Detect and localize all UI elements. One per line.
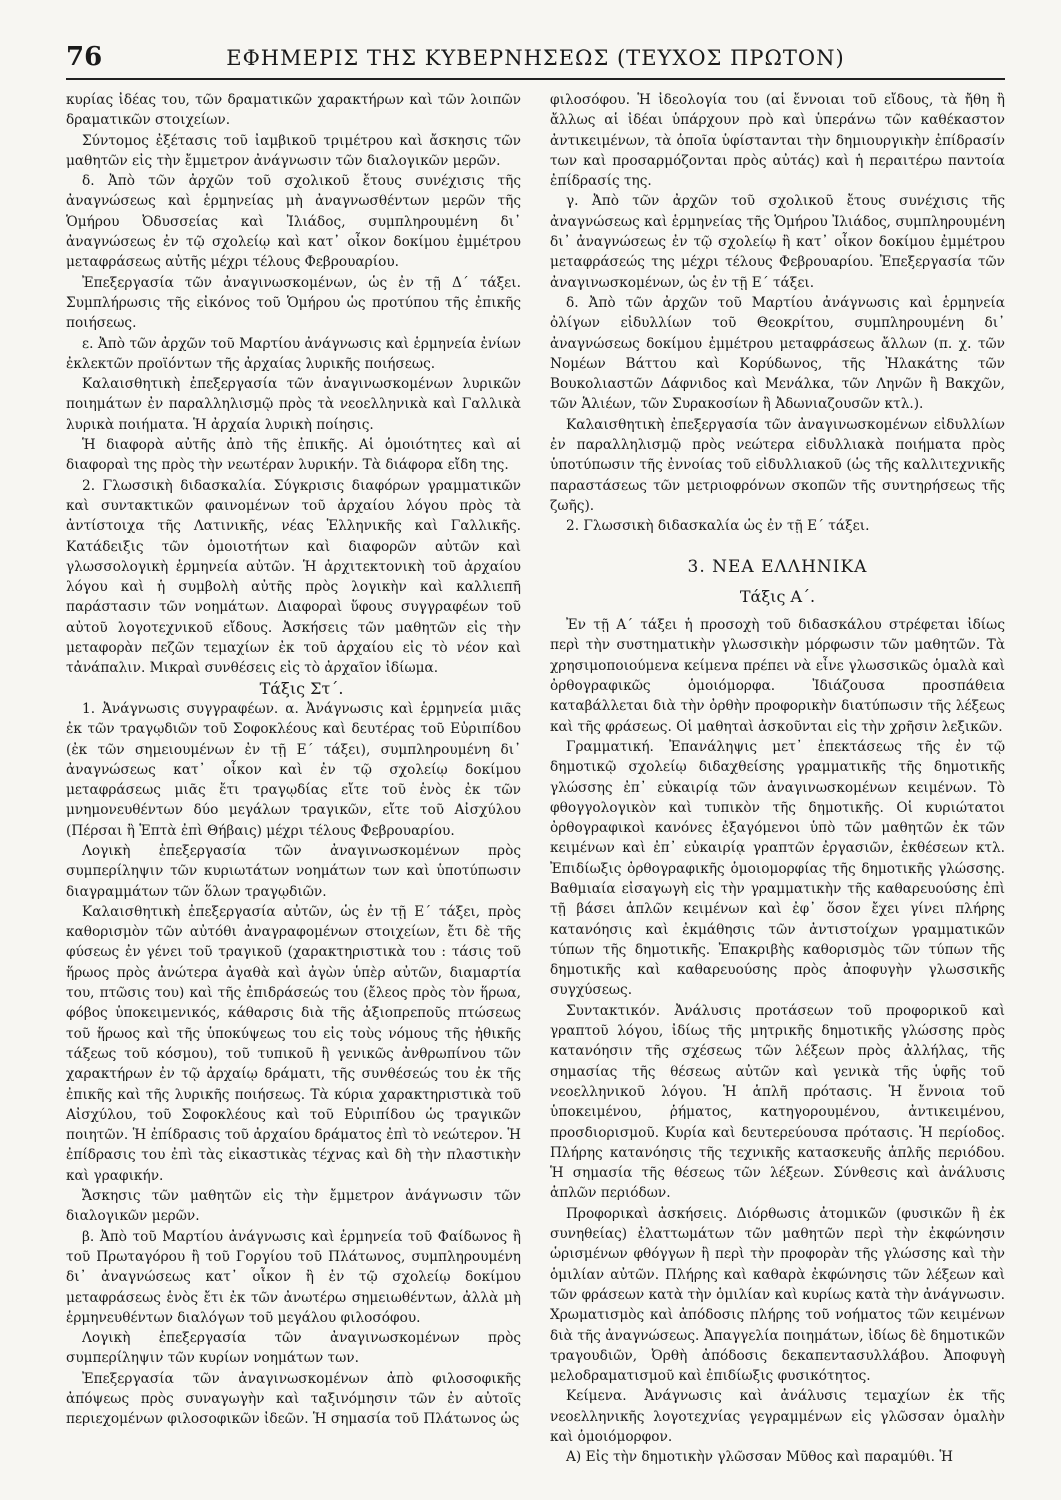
- paragraph: ε. Ἀπὸ τῶν ἀρχῶν τοῦ Μαρτίου ἀνάγνωσις καὶ ἑρμηνεία ἐνίων ἐκλεκτῶν προϊόντων τῆς ἀρχαίας λυρικῆς ποιήσεως.: [66, 335, 521, 372]
- paragraph: Προφορικαὶ ἀσκήσεις. Διόρθωσις ἀτομικῶν (φυσικῶν ἢ ἐκ συνηθείας) ἐλαττωμάτων τῶν μαθητῶν περὶ τὴν ἐκφώνησιν ὡρισμένων φθόγγων ἢ περὶ τὴν προφορὰν τῆς γλώσσης καὶ τὴν ὁμιλίαν αὐτῶν. Πλήρης καὶ καθαρὰ ἐκφώνησις τῶν λέξεων καὶ τῶν φράσεων κατὰ τὴν ὁμιλίαν καὶ κυρίως κατὰ τὴν ἀνάγνωσιν. Χρωματισμὸς καὶ ἀπόδοσις πλήρης τοῦ νοήματος τῶν κειμένων διὰ τῆς ἀναγνώσεως. Ἀπαγγελία ποιημάτων, ἰδίως δὲ δημοτικῶν τραγουδιῶν, Ὀρθὴ ἀπόδοσις δεκαπεντασυλλάβου. Ἀποφυγὴ μελοδραματισμοῦ καὶ ἐπιδίωξις φυσικότητος.: [550, 1205, 1005, 1385]
- right-column: [550, 90, 1005, 1468]
- running-title: ΕΦΗΜΕΡΙΣ ΤΗΣ ΚΥΒΕΡΝΗΣΕΩΣ (ΤΕΥΧΟΣ ΠΡΩΤΟΝ): [226, 46, 845, 70]
- paragraph: 1. Ἀνάγνωσις συγγραφέων. α. Ἀνάγνωσις καὶ ἑρμηνεία μιᾶς ἐκ τῶν τραγῳδιῶν τοῦ Σοφοκλέους καὶ δευτέρας τοῦ Εὐριπίδου (ἐκ τῶν σημειουμένων ἐν τῇ Ε´ τάξει), συμπληρουμένη δι᾽ ἀναγνώσεως κατ᾽ οἶκον καὶ ἐν τῷ σχολείῳ δοκίμου μεταφράσεως μιᾶς ἔτι τραγῳδίας εἴτε τοῦ ἑνὸς ἐκ τῶν μνημονευθέντων δύο μεγάλων τραγικῶν, εἴτε τοῦ Αἰσχύλου (Πέρσαι ἢ Ἑπτὰ ἐπὶ Θήβαις) μέχρι τέλους Φεβρουαρίου.: [66, 700, 521, 839]
- paragraph: Ἐν τῇ Α´ τάξει ἡ προσοχὴ τοῦ διδασκάλου στρέφεται ἰδίως περὶ τὴν συστηματικὴν γλωσσικὴν μόρφωσιν τῶν μαθητῶν. Τὰ χρησιμοποιούμενα κείμενα πρέπει νὰ εἶνε γλωσσικῶς ὁμαλὰ καὶ ὀρθογραφικῶς ὁμοιόμορφα. Ἰδιάζουσα προσπάθεια καταβάλλεται διὰ τὴν ὀρθὴν προφορικὴν διατύπωσιν τῆς λέξεως καὶ τῆς φράσεως. Οἱ μαθηταὶ ἀσκοῦνται εἰς τὴν χρῆσιν λεξικῶν.: [550, 617, 1005, 735]
- paragraph: Κείμενα. Ἀνάγνωσις καὶ ἀνάλυσις τεμαχίων ἐκ τῆς νεοελληνικῆς λογοτεχνίας γεγραμμένων εἰς γλῶσσαν ὁμαλὴν καὶ ὁμοιόμορφον.: [550, 1388, 1005, 1445]
- class-heading: Τάξις Στ´.: [259, 678, 344, 698]
- paragraph: Ἡ διαφορὰ αὐτῆς ἀπὸ τῆς ἐπικῆς. Αἱ ὁμοιότητες καὶ αἱ διαφοραὶ της πρὸς τὴν νεωτέραν λυρικήν. Τὰ διάφορα εἴδη της.: [66, 437, 521, 474]
- paragraph: Γραμματική. Ἐπανάληψις μετ᾽ ἐπεκτάσεως τῆς ἐν τῷ δημοτικῷ σχολείῳ διδαχθείσης γραμματικῆς τῆς δημοτικῆς γλώσσης ἐπ᾽ εὐκαιρίᾳ τῶν ἀναγινωσκομένων κειμένων. Τὸ φθογγολογικὸν καὶ τυπικὸν τῆς δημοτικῆς. Οἱ κυριώτατοι ὀρθογραφικοὶ κανόνες ἐξαγόμενοι ὑπὸ τῶν μαθητῶν ἐκ τῶν κειμένων καὶ ἐπ᾽ εὐκαιρίᾳ γραπτῶν ἐργασιῶν, ἐκθέσεων κτλ. Ἐπιδίωξις ὀρθογραφικῆς ὁμοιομορφίας τῆς δημοτικῆς γλώσσης. Βαθμιαία εἰσαγωγὴ εἰς τὴν γραμματικὴν τῆς καθαρευούσης ἐπὶ τῇ βάσει ἁπλῶν κειμένων καὶ ἐφ᾽ ὅσον ἔχει γίνει πλήρης κατανόησις καὶ ἐκμάθησις τῶν ἀντιστοίχων γραμματικῶν τύπων τῆς δημοτικῆς. Ἐπακριβὴς καθορισμὸς τῶν τύπων τῆς δημοτικῆς καὶ καθαρευούσης πρὸς ἀποφυγὴν γλωσσικῆς συγχύσεως.: [550, 738, 1005, 999]
- paragraph: Καλαισθητικὴ ἐπεξεργασία τῶν ἀναγινωσκομένων λυρικῶν ποιημάτων ἐν παραλληλισμῷ πρὸς τὰ νεοελληνικὰ καὶ Γαλλικὰ λυρικὰ ποιήματα. Ἡ ἀρχαία λυρικὴ ποίησις.: [66, 376, 521, 433]
- paragraph: Συντακτικόν. Ἀνάλυσις προτάσεων τοῦ προφορικοῦ καὶ γραπτοῦ λόγου, ἰδίως τῆς μητρικῆς δημοτικῆς γλώσσης πρὸς κατανόησιν τῆς σχέσεως τῶν λέξεων πρὸς ἀλλήλας, τῆς σημασίας τῆς θέσεως αὐτῶν καὶ γενικὰ τῆς ὑφῆς τοῦ νεοελληνικοῦ λόγου. Ἡ ἁπλῆ πρότασις. Ἡ ἔννοια τοῦ ὑποκειμένου, ῥήματος, κατηγορουμένου, ἀντικειμένου, προσδιορισμοῦ. Κυρία καὶ δευτερεύουσα πρότασις. Ἡ περίοδος. Πλήρης κατανόησις τῆς τεχνικῆς κατασκευῆς ἁπλῆς περιόδου. Ἡ σημασία τῆς θέσεως τῶν λέξεων. Σύνθεσις καὶ ἀνάλυσις ἁπλῶν περιόδων.: [550, 1002, 1005, 1202]
- paragraph: κυρίας ἰδέας του, τῶν δραματικῶν χαρακτήρων καὶ τῶν λοιπῶν δραματικῶν στοιχείων.: [66, 92, 521, 129]
- paragraph: Λογικὴ ἐπεξεργασία τῶν ἀναγινωσκομένων πρὸς συμπερίληψιν τῶν κυριωτάτων νοημάτων των καὶ ὑποτύπωσιν διαγραμμάτων τῶν ὅλων τραγῳδιῶν.: [66, 842, 521, 900]
- two-column-body: [66, 90, 1005, 1468]
- section-heading: 3. ΝΕΑ ΕΛΛΗΝΙΚΑ: [687, 556, 868, 577]
- paragraph: Καλαισθητικὴ ἐπεξεργασία τῶν ἀναγινωσκομένων εἰδυλλίων ἐν παραλληλισμῷ πρὸς νεώτερα εἰδυλλιακὰ ποιήματα πρὸς ὑποτύπωσιν τῆς ἐννοίας τοῦ εἰδυλλιακοῦ (ὡς τῆς καλλιτεχνικῆς παραστάσεως τῶν μετριοφρόνων σκοπῶν τῆς συντηρήσεως τῆς ζωῆς).: [550, 416, 1005, 514]
- page-number: 76: [66, 42, 103, 72]
- paragraph: δ. Ἀπὸ τῶν ἀρχῶν τοῦ Μαρτίου ἀνάγνωσις καὶ ἑρμηνεία ὀλίγων εἰδυλλίων τοῦ Θεοκρίτου, συμπληρουμένη δι᾽ ἀναγνώσεως δοκίμου ἐμμέτρου μεταφράσεως ἄλλων (π. χ. τῶν Νομέων Βάττου καὶ Κορύδωνος, τῆς Ἠλακάτης τῶν Βουκολιαστῶν Δάφνιδος καὶ Μενάλκα, τῶν Ληνῶν ἢ Βακχῶν, τῶν Ἁλιέων, τῶν Συρακοσίων ἢ Ἀδωνιαζουσῶν κτλ.).: [550, 294, 1005, 413]
- paragraph: Ἐπεξεργασία τῶν ἀναγινωσκομένων ἀπὸ φιλοσοφικῆς ἀπόψεως πρὸς συναγωγὴν καὶ ταξινόμησιν τῶν ἐν αὐτοῖς περιεχομένων φιλοσοφικῶν ἰδεῶν. Ἡ σημασία τοῦ Πλάτωνος ὡς: [66, 1370, 521, 1428]
- paragraph: Σύντομος ἐξέτασις τοῦ ἰαμβικοῦ τριμέτρου καὶ ἄσκησις τῶν μαθητῶν εἰς τὴν ἔμμετρον ἀνάγνωσιν τῶν διαλογικῶν μερῶν.: [66, 132, 521, 169]
- paragraph: Λογικὴ ἐπεξεργασία τῶν ἀναγινωσκομένων πρὸς συμπερίληψιν τῶν κυρίων νοημάτων των.: [66, 1330, 521, 1367]
- page-header: [66, 42, 1005, 80]
- class-heading: Τάξις Α´.: [739, 586, 816, 606]
- paragraph: β. Ἀπὸ τοῦ Μαρτίου ἀνάγνωσις καὶ ἑρμηνεία τοῦ Φαίδωνος ἢ τοῦ Πρωταγόρου ἢ τοῦ Γοργίου τοῦ Πλάτωνος, συμπληρουμένη δι᾽ ἀναγνώσεως κατ᾽ οἶκον ἢ ἐν τῷ σχολείῳ δοκίμου μεταφράσεως ἑνὸς ἔτι ἐκ τῶν ἀνωτέρω σημειωθέντων, ἀλλὰ μὴ ἑρμηνευθέντων διαλόγων τοῦ μεγάλου φιλοσόφου.: [66, 1228, 521, 1326]
- paragraph: Καλαισθητικὴ ἐπεξεργασία αὐτῶν, ὡς ἐν τῇ Ε´ τάξει, πρὸς καθορισμὸν τῶν αὐτόθι ἀναγραφομένων στοιχείων, ἔτι δὲ τῆς φύσεως ἐν γένει τοῦ τραγικοῦ (χαρακτηριστικὰ του : τάσις τοῦ ἥρωος πρὸς ἀνώτερα ἀγαθὰ καὶ ἀγὼν ὑπὲρ αὐτῶν, διαμαρτία του, πτῶσις του) καὶ τῆς ἐπιδράσεώς του (ἔλεος πρὸς τὸν ἥρωα, φόβος ὑποκειμενικός, κάθαρσις διὰ τῆς ἀξιοπρεποῦς πτώσεως τοῦ ἥρωος καὶ τῆς ὑποκύψεως του εἰς τοὺς νόμους τῆς ἠθικῆς τάξεως τοῦ κόσμου), τοῦ τυπικοῦ ἢ γενικῶς ἀνθρωπίνου τῶν χαρακτήρων ἐν τῷ ἀρχαίῳ δράματι, τῆς συνθέσεώς του ἐκ τῆς ἐπικῆς καὶ τῆς λυρικῆς ποιήσεως. Τὰ κύρια χαρακτηριστικὰ τοῦ Αἰσχύλου, τοῦ Σοφοκλέους καὶ τοῦ Εὐριπίδου ὡς τραγικῶν ποιητῶν. Ἡ ἐπίδρασις τοῦ ἀρχαίου δράματος ἐπὶ τὸ νεώτερον. Ἡ ἐπίδρασις του ἐπὶ τὰς εἰκαστικὰς τέχνας καὶ δὴ τὴν πλαστικὴν καὶ γραφικήν.: [66, 903, 521, 1184]
- paragraph: 2. Γλωσσικὴ διδασκαλία. Σύγκρισις διαφόρων γραμματικῶν καὶ συντακτικῶν φαινομένων τοῦ ἀρχαίου λόγου πρὸς τὰ ἀντίστοιχα τῆς Λατινικῆς, νέας Ἑλληνικῆς καὶ Γαλλικῆς. Κατάδειξις τῶν ὁμοιοτήτων καὶ διαφορῶν αὐτῶν καὶ γλωσσολογικὴ ἑρμηνεία αὐτῶν. Ἡ ἀρχιτεκτονικὴ τοῦ ἀρχαίου λόγου καὶ ἡ συμβολὴ αὐτῆς πρὸς λογικὴν καὶ καλλιεπῆ παράστασιν τῶν νοημάτων. Διαφοραὶ ὕφους συγγραφέων τοῦ αὐτοῦ λογοτεχνικοῦ εἴδους. Ἀσκήσεις τῶν μαθητῶν εἰς τὴν μεταφορὰν πεζῶν τεμαχίων ἐκ τοῦ ἀρχαίου εἰς τὸ νέον καὶ τἀνάπαλιν. Μικραὶ συνθέσεις εἰς τὸ ἀρχαῖον ἰδίωμα.: [66, 477, 521, 677]
- paragraph: Ἄσκησις τῶν μαθητῶν εἰς τὴν ἔμμετρον ἀνάγνωσιν τῶν διαλογικῶν μερῶν.: [66, 1188, 521, 1225]
- paragraph: Α) Εἰς τὴν δημοτικὴν γλῶσσαν Μῦθος καὶ παραμύθι. Ἡ: [566, 1449, 953, 1466]
- paragraph: 2. Γλωσσικὴ διδασκαλία ὡς ἐν τῇ Ε´ τάξει.: [566, 518, 870, 535]
- paragraph: φιλοσόφου. Ἡ ἰδεολογία του (αἱ ἔννοιαι τοῦ εἴδους, τὰ ἤθη ἢ ἄλλως αἱ ἰδέαι ὑπάρχουν πρὸ καὶ ὑπεράνω τῶν καθέκαστον ἀντικειμένων, τὰ ὁποῖα ὑφίστανται τὴν δημιουργικὴν ἐπίδρασίν των καὶ προσαρμόζονται πρὸς αὐτάς) καὶ ἡ περαιτέρω παντοία ἐπίδρασίς της.: [550, 92, 1005, 190]
- paragraph: γ. Ἀπὸ τῶν ἀρχῶν τοῦ σχολικοῦ ἔτους συνέχισις τῆς ἀναγνώσεως καὶ ἑρμηνείας τῆς Ὁμήρου Ἰλιάδος, συμπληρουμένη δι᾽ ἀναγνώσεως ἐν τῷ σχολείῳ ἢ κατ᾽ οἶκον δοκίμου ἐμμέτρου μεταφράσεώς της μέχρι τέλους Φεβρουαρίου. Ἐπεξεργασία τῶν ἀναγινωσκομένων, ὡς ἐν τῇ Ε´ τάξει.: [550, 193, 1005, 291]
- left-column: [66, 90, 521, 1468]
- paragraph: Ἐπεξεργασία τῶν ἀναγινωσκομένων, ὡς ἐν τῇ Δ´ τάξει. Συμπλήρωσις τῆς εἰκόνος τοῦ Ὁμήρου ὡς προτύπου τῆς ἐπικῆς ποιήσεως.: [66, 274, 521, 332]
- paragraph: δ. Ἀπὸ τῶν ἀρχῶν τοῦ σχολικοῦ ἔτους συνέχισις τῆς ἀναγνώσεως καὶ ἑρμηνείας μὴ ἀναγνωσθέντων μερῶν τῆς Ὁμήρου Ὀδυσσείας καὶ Ἰλιάδος, συμπληρουμένη δι᾽ ἀναγνώσεως ἐν τῷ σχολείῳ καὶ κατ᾽ οἶκον δοκίμου ἐμμέτρου μεταφράσεως αὐτῆς μέχρι τέλους Φεβρουαρίου.: [66, 173, 521, 271]
